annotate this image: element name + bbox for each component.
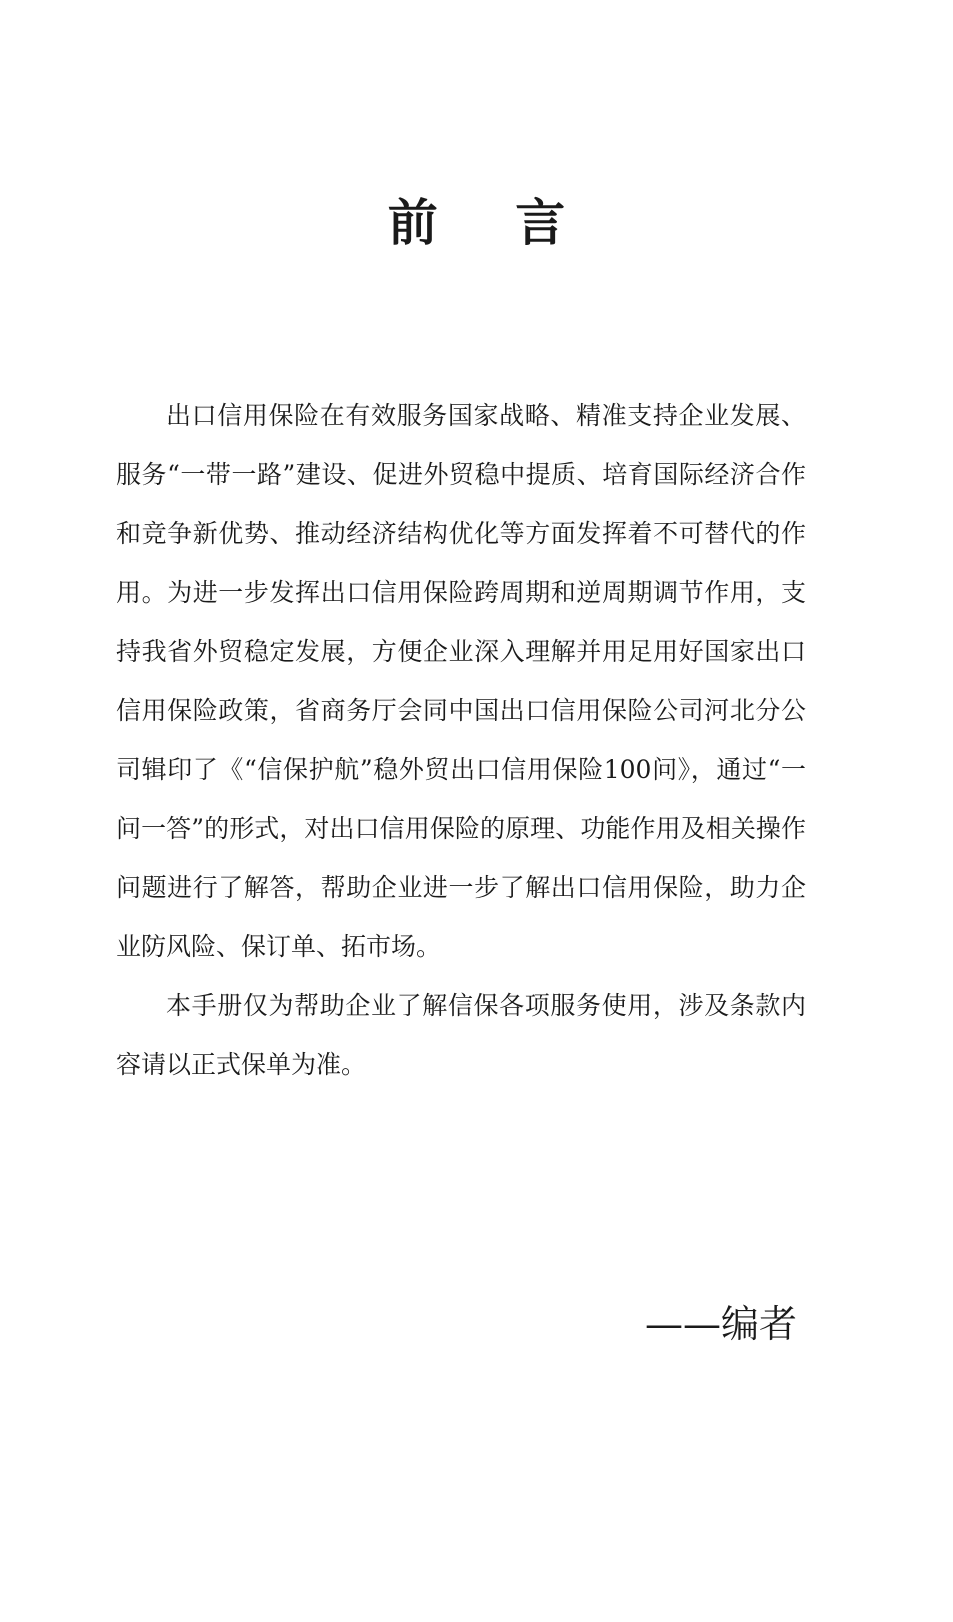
paragraph-2: 本手册仅为帮助企业了解信保各项服务使用，涉及条款内容请以正式保单为准。 — [116, 991, 806, 1079]
page-title: 前 言 — [387, 193, 596, 252]
paragraph-1: 出口信用保险在有效服务国家战略、精准支持企业发展、服务“一带一路”建设、促进外贸稳中提质、培育国际经济合作和竞争新优势、推动经济结构优化等方面发挥着不可替代的作用。为进一步发挥出口信用保险跨周期和逆周期调节作用，支持我省外贸稳定发展，方便企业深入理解并用足用好国家出口信用保险政策，省商务厅会同中国出口信用保险公司河北分公司辑印了《“信保护航”稳外贸出口信用保险100问》，通过“一问一答”的形式，对出口信用保险的原理、功能作用及相关操作问题进行了解答，帮助企业进一步了解出口信用保险，助力企业防风险、保订单、拓市场。 — [116, 401, 806, 961]
preface-body — [116, 386, 806, 1094]
editor-signature: ——编者 — [644, 1302, 797, 1346]
